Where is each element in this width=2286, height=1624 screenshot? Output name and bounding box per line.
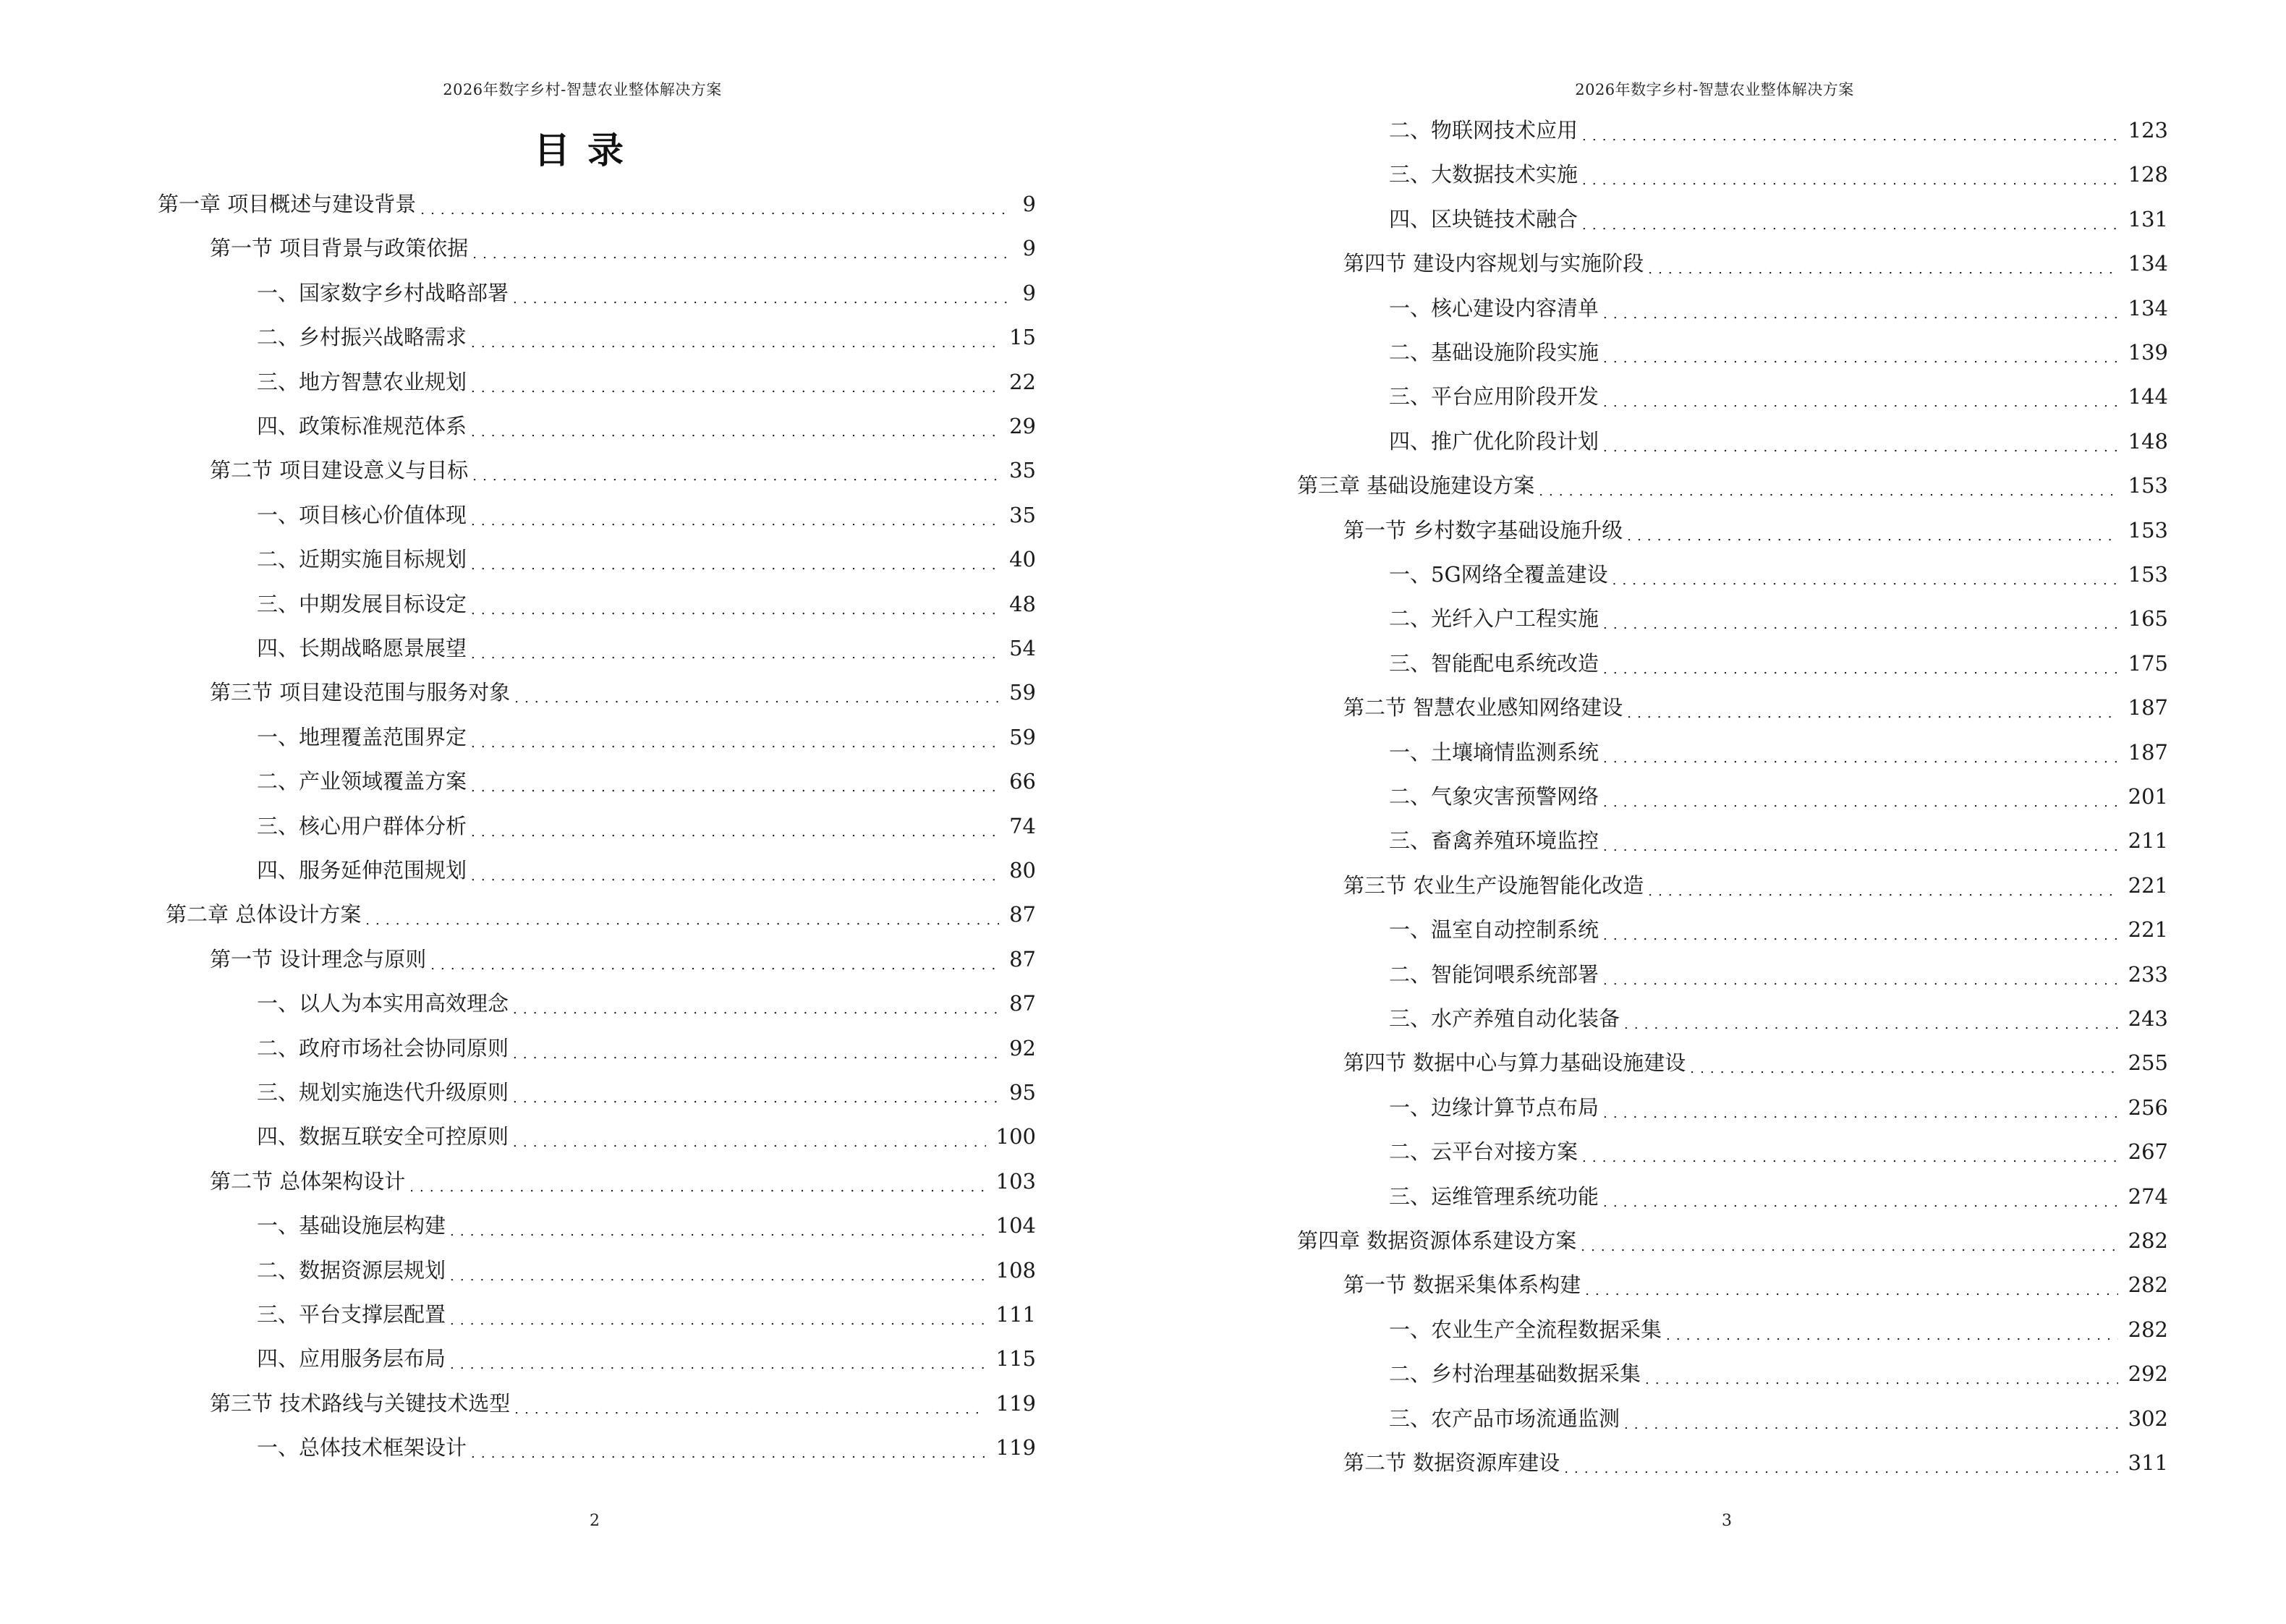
dot-leader bbox=[1603, 1182, 2118, 1211]
dot-leader bbox=[450, 1256, 986, 1285]
dot-leader bbox=[1627, 516, 2117, 545]
toc-entry-label: 四、服务延伸范围规划 bbox=[257, 858, 467, 883]
toc-entry-page: 22 bbox=[1009, 369, 1036, 394]
toc-entry-label: 四、推广优化阶段计划 bbox=[1389, 428, 1599, 454]
dot-leader bbox=[1627, 693, 2117, 722]
toc-entry-item[interactable] bbox=[257, 989, 1036, 1018]
toc-entry-chapter[interactable] bbox=[166, 900, 1036, 929]
dot-leader bbox=[450, 1211, 986, 1240]
toc-entry-section[interactable] bbox=[1343, 516, 2168, 545]
toc-entry-item[interactable] bbox=[1389, 826, 2168, 855]
toc-entry-page: 80 bbox=[1009, 858, 1036, 883]
toc-entry-label: 四、区块链技术融合 bbox=[1389, 206, 1578, 231]
toc-entry-chapter[interactable] bbox=[1297, 471, 2168, 500]
toc-entry-label: 一、以人为本实用高效理念 bbox=[257, 991, 509, 1016]
toc-entry-page: 267 bbox=[2128, 1139, 2168, 1165]
dot-leader bbox=[1690, 1048, 2117, 1077]
dot-leader bbox=[1624, 1404, 2118, 1433]
toc-entry-page: 111 bbox=[995, 1302, 1036, 1327]
toc-entry-label: 二、云平台对接方案 bbox=[1389, 1139, 1578, 1165]
dot-leader bbox=[513, 1034, 999, 1063]
toc-entry-item[interactable] bbox=[257, 1211, 1036, 1240]
toc-entry-item[interactable] bbox=[1389, 294, 2168, 323]
toc-entry-label: 四、长期战略愿景展望 bbox=[257, 636, 467, 660]
toc-entry-label: 二、乡村治理基础数据采集 bbox=[1389, 1361, 1641, 1387]
toc-entry-item[interactable] bbox=[1389, 649, 2168, 678]
toc-entry-page: 108 bbox=[995, 1257, 1036, 1283]
toc-entry-chapter[interactable] bbox=[158, 190, 1036, 218]
dot-leader bbox=[471, 812, 999, 841]
dot-leader bbox=[1539, 471, 2117, 500]
toc-entry-item[interactable] bbox=[1389, 782, 2168, 811]
dot-leader bbox=[1645, 1359, 2118, 1388]
toc-entry-item[interactable] bbox=[257, 590, 1036, 618]
toc-entry-page: 256 bbox=[2128, 1094, 2168, 1120]
toc-entry-label: 第四章 数据资源体系建设方案 bbox=[1297, 1228, 1577, 1253]
toc-entry-label: 第一节 数据采集体系构建 bbox=[1343, 1272, 1581, 1298]
toc-entry-label: 三、农产品市场流通监测 bbox=[1389, 1406, 1620, 1431]
toc-entry-page: 54 bbox=[1009, 636, 1036, 660]
dot-leader bbox=[1603, 427, 2118, 456]
toc-entry-label: 二、产业领域覆盖方案 bbox=[257, 769, 467, 794]
page-right bbox=[1143, 0, 2286, 1624]
toc-entry-section[interactable] bbox=[1343, 693, 2168, 722]
toc-entry-page: 35 bbox=[1009, 502, 1036, 527]
toc-entry-item[interactable] bbox=[1389, 1359, 2168, 1388]
toc-entry-item[interactable] bbox=[1389, 160, 2168, 189]
toc-entry-label: 第三节 农业生产设施智能化改造 bbox=[1343, 872, 1644, 898]
toc-entry-label: 三、核心用户群体分析 bbox=[257, 813, 467, 838]
toc-entry-chapter[interactable] bbox=[1297, 1226, 2168, 1255]
toc-entry-label: 第二节 总体架构设计 bbox=[210, 1168, 406, 1194]
toc-entry-page: 103 bbox=[995, 1168, 1036, 1194]
toc-entry-item[interactable] bbox=[257, 634, 1036, 663]
toc-entry-item[interactable] bbox=[257, 767, 1036, 796]
dot-leader bbox=[471, 767, 999, 796]
toc-entry-label: 四、政策标准规范体系 bbox=[257, 414, 467, 438]
toc-entry-section[interactable] bbox=[1343, 249, 2168, 278]
dot-leader bbox=[365, 900, 999, 929]
dot-leader bbox=[514, 1389, 985, 1418]
toc-entry-page: 282 bbox=[2128, 1272, 2168, 1298]
toc-entry-page: 274 bbox=[2128, 1183, 2168, 1209]
toc-entry-label: 一、农业生产全流程数据采集 bbox=[1389, 1317, 1662, 1342]
toc-entry-item[interactable] bbox=[257, 1344, 1036, 1373]
dot-leader bbox=[409, 1167, 985, 1196]
toc-entry-label: 一、边缘计算节点布局 bbox=[1389, 1094, 1599, 1120]
toc-entry-label: 二、近期实施目标规划 bbox=[257, 547, 467, 572]
toc-entry-label: 二、数据资源层规划 bbox=[257, 1257, 446, 1283]
running-header: 2026年数字乡村-智慧农业整体解决方案 bbox=[1575, 81, 1854, 98]
toc-entry-page: 40 bbox=[1009, 547, 1036, 572]
toc-entry-label: 三、大数据技术实施 bbox=[1389, 162, 1578, 187]
dot-leader bbox=[1582, 116, 2118, 145]
toc-entry-section[interactable] bbox=[1343, 871, 2168, 900]
dot-leader bbox=[471, 367, 999, 396]
dot-leader bbox=[1612, 560, 2118, 589]
toc-entry-label: 三、平台应用阶段开发 bbox=[1389, 384, 1599, 409]
dot-leader bbox=[1603, 960, 2118, 989]
toc-entry-section[interactable] bbox=[1343, 1048, 2168, 1077]
toc-entry-page: 292 bbox=[2128, 1361, 2168, 1387]
toc-entry-section[interactable] bbox=[210, 1389, 1036, 1418]
toc-entry-page: 187 bbox=[2128, 695, 2168, 720]
toc-entry-item[interactable] bbox=[1389, 1004, 2168, 1033]
toc-entry-page: 139 bbox=[2128, 340, 2168, 365]
toc-entry-item[interactable] bbox=[257, 1122, 1036, 1151]
dot-leader bbox=[430, 945, 999, 974]
toc-entry-section[interactable] bbox=[210, 456, 1036, 485]
toc-entry-label: 二、智能饲喂系统部署 bbox=[1389, 961, 1599, 987]
toc-entry-label: 二、光纤入户工程实施 bbox=[1389, 606, 1599, 632]
dot-leader bbox=[471, 412, 999, 441]
toc-entry-page: 175 bbox=[2128, 650, 2168, 676]
toc-entry-item[interactable] bbox=[1389, 116, 2168, 145]
toc-entry-page: 201 bbox=[2128, 784, 2168, 809]
toc-entry-item[interactable] bbox=[257, 1300, 1036, 1329]
toc-entry-page: 123 bbox=[2128, 118, 2168, 143]
dot-leader bbox=[471, 723, 999, 752]
toc-entry-item[interactable] bbox=[257, 1034, 1036, 1063]
toc-entry-item[interactable] bbox=[1389, 604, 2168, 633]
toc-entry-label: 一、核心建设内容清单 bbox=[1389, 295, 1599, 320]
toc-entry-page: 100 bbox=[995, 1124, 1036, 1149]
toc-entry-section[interactable] bbox=[1343, 1448, 2168, 1477]
toc-entry-page: 95 bbox=[1009, 1080, 1036, 1105]
dot-leader bbox=[1603, 1093, 2118, 1122]
toc-entry-label: 一、项目核心价值体现 bbox=[257, 502, 467, 527]
toc-title: 目录 bbox=[534, 129, 641, 171]
dot-leader bbox=[514, 678, 999, 707]
toc-entry-label: 第二章 总体设计方案 bbox=[166, 902, 362, 927]
dot-leader bbox=[450, 1300, 986, 1329]
toc-entry-item[interactable] bbox=[1389, 1093, 2168, 1122]
toc-entry-label: 一、土壤墒情监测系统 bbox=[1389, 739, 1599, 765]
toc-entry-label: 四、数据互联安全可控原则 bbox=[257, 1124, 509, 1149]
toc-entry-label: 三、中期发展目标设定 bbox=[257, 591, 467, 616]
toc-entry-page: 59 bbox=[1009, 680, 1036, 705]
dot-leader bbox=[1603, 338, 2118, 367]
toc-entry-label: 四、应用服务层布局 bbox=[257, 1346, 446, 1372]
toc-entry-page: 165 bbox=[2128, 606, 2168, 632]
toc-entry-label: 二、气象灾害预警网络 bbox=[1389, 784, 1599, 809]
toc-entry-label: 一、国家数字乡村战略部署 bbox=[257, 280, 509, 305]
dot-leader bbox=[471, 545, 999, 574]
toc-entry-page: 233 bbox=[2128, 961, 2168, 987]
toc-entry-label: 一、基础设施层构建 bbox=[257, 1213, 446, 1238]
dot-leader bbox=[1564, 1448, 2117, 1477]
toc-entry-label: 一、总体技术框架设计 bbox=[257, 1435, 467, 1461]
toc-entry-item[interactable] bbox=[257, 501, 1036, 530]
toc-entry-page: 9 bbox=[1022, 192, 1036, 216]
toc-entry-page: 87 bbox=[1009, 991, 1036, 1016]
dot-leader bbox=[1582, 205, 2118, 234]
toc-entry-item[interactable] bbox=[1389, 382, 2168, 411]
dot-leader bbox=[450, 1344, 986, 1373]
dot-leader bbox=[1603, 382, 2118, 411]
dot-leader bbox=[1603, 915, 2118, 944]
dot-leader bbox=[513, 989, 999, 1018]
toc-entry-page: 153 bbox=[2128, 517, 2168, 543]
toc-entry-page: 59 bbox=[1009, 724, 1036, 749]
toc-entry-label: 三、畜禽养殖环境监控 bbox=[1389, 828, 1599, 854]
toc-entry-page: 9 bbox=[1022, 236, 1036, 261]
toc-entry-page: 15 bbox=[1009, 325, 1036, 350]
toc-entry-item[interactable] bbox=[1389, 738, 2168, 767]
toc-entry-page: 221 bbox=[2128, 872, 2168, 898]
toc-entry-label: 第四节 建设内容规划与实施阶段 bbox=[1343, 251, 1644, 276]
toc-entry-label: 一、地理覆盖范围界定 bbox=[257, 724, 467, 749]
dot-leader bbox=[1624, 1004, 2118, 1033]
toc-entry-label: 第一章 项目概述与建设背景 bbox=[158, 192, 417, 216]
dot-leader bbox=[471, 856, 999, 885]
toc-entry-page: 134 bbox=[2128, 295, 2168, 320]
toc-entry-page: 282 bbox=[2128, 1228, 2168, 1253]
toc-entry-item[interactable] bbox=[257, 1433, 1036, 1462]
toc-entry-label: 第一节 设计理念与原则 bbox=[210, 946, 427, 972]
dot-leader bbox=[1603, 738, 2118, 767]
toc-entry-page: 134 bbox=[2128, 251, 2168, 276]
dot-leader bbox=[471, 590, 999, 618]
toc-entry-page: 255 bbox=[2128, 1050, 2168, 1076]
running-header: 2026年数字乡村-智慧农业整体解决方案 bbox=[443, 81, 722, 98]
dot-leader bbox=[1648, 249, 2117, 278]
toc-entry-page: 148 bbox=[2128, 428, 2168, 454]
dot-leader bbox=[1603, 294, 2118, 323]
dot-leader bbox=[472, 234, 1011, 263]
page-number: 3 bbox=[1722, 1512, 1732, 1530]
toc-entry-page: 92 bbox=[1009, 1035, 1036, 1060]
toc-entry-page: 29 bbox=[1009, 414, 1036, 438]
toc-entry-item[interactable] bbox=[257, 812, 1036, 841]
toc-entry-label: 二、政府市场社会协同原则 bbox=[257, 1035, 509, 1060]
dot-leader bbox=[1603, 604, 2118, 633]
dot-leader bbox=[471, 501, 999, 530]
toc-entry-label: 一、5G网络全覆盖建设 bbox=[1389, 562, 1608, 587]
toc-entry-item[interactable] bbox=[1389, 1315, 2168, 1344]
toc-entry-section[interactable] bbox=[210, 678, 1036, 707]
toc-entry-section[interactable] bbox=[210, 1167, 1036, 1196]
toc-entry-page: 9 bbox=[1022, 280, 1036, 305]
toc-entry-label: 第三章 基础设施建设方案 bbox=[1297, 473, 1535, 498]
dot-leader bbox=[1666, 1315, 2118, 1344]
toc-entry-item[interactable] bbox=[257, 1078, 1036, 1107]
toc-entry-page: 243 bbox=[2128, 1006, 2168, 1031]
toc-entry-item[interactable] bbox=[257, 323, 1036, 352]
toc-entry-page: 187 bbox=[2128, 739, 2168, 765]
toc-entry-item[interactable] bbox=[1389, 205, 2168, 234]
toc-entry-item[interactable] bbox=[1389, 960, 2168, 989]
toc-entry-item[interactable] bbox=[1389, 560, 2168, 589]
dot-leader bbox=[1582, 1137, 2118, 1166]
toc-entry-item[interactable] bbox=[1389, 338, 2168, 367]
toc-entry-item[interactable] bbox=[257, 279, 1036, 307]
toc-entry-item[interactable] bbox=[257, 1256, 1036, 1285]
dot-leader bbox=[471, 323, 999, 352]
dot-leader bbox=[1603, 826, 2118, 855]
toc-entry-item[interactable] bbox=[1389, 1182, 2168, 1211]
toc-entry-item[interactable] bbox=[257, 545, 1036, 574]
toc-entry-item[interactable] bbox=[1389, 915, 2168, 944]
toc-entry-page: 66 bbox=[1009, 769, 1036, 794]
toc-entry-item[interactable] bbox=[257, 856, 1036, 885]
toc-entry-item[interactable] bbox=[1389, 427, 2168, 456]
toc-entry-label: 第二节 智慧农业感知网络建设 bbox=[1343, 695, 1623, 720]
dot-leader bbox=[471, 1433, 986, 1462]
toc-entry-label: 三、智能配电系统改造 bbox=[1389, 650, 1599, 676]
dot-leader bbox=[471, 634, 999, 663]
dot-leader bbox=[1603, 649, 2118, 678]
dot-leader bbox=[513, 279, 1011, 307]
toc-entry-page: 221 bbox=[2128, 917, 2168, 943]
dot-leader bbox=[472, 456, 999, 485]
toc-entry-label: 三、水产养殖自动化装备 bbox=[1389, 1006, 1620, 1031]
toc-entry-label: 二、基础设施阶段实施 bbox=[1389, 340, 1599, 365]
toc-entry-page: 128 bbox=[2128, 162, 2168, 187]
toc-entry-page: 144 bbox=[2128, 384, 2168, 409]
toc-entry-item[interactable] bbox=[1389, 1137, 2168, 1166]
dot-leader bbox=[1585, 1270, 2117, 1299]
toc-entry-label: 一、温室自动控制系统 bbox=[1389, 917, 1599, 943]
toc-entry-page: 35 bbox=[1009, 458, 1036, 483]
toc-entry-label: 第一节 项目背景与政策依据 bbox=[210, 236, 469, 261]
dot-leader bbox=[1582, 160, 2118, 189]
dot-leader bbox=[1581, 1226, 2117, 1255]
toc-entry-item[interactable] bbox=[1389, 1404, 2168, 1433]
toc-entry-label: 第三节 技术路线与关键技术选型 bbox=[210, 1390, 511, 1416]
toc-entry-label: 三、地方智慧农业规划 bbox=[257, 369, 467, 394]
toc-entry-section[interactable] bbox=[210, 945, 1036, 974]
toc-entry-label: 二、物联网技术应用 bbox=[1389, 118, 1578, 143]
toc-entry-page: 153 bbox=[2128, 562, 2168, 587]
toc-entry-page: 115 bbox=[995, 1346, 1036, 1372]
toc-entry-page: 119 bbox=[995, 1435, 1036, 1461]
toc-entry-page: 104 bbox=[995, 1213, 1036, 1238]
toc-entry-label: 二、乡村振兴战略需求 bbox=[257, 325, 467, 350]
dot-leader bbox=[513, 1078, 999, 1107]
toc-entry-page: 282 bbox=[2128, 1317, 2168, 1342]
toc-entry-label: 第二节 数据资源库建设 bbox=[1343, 1450, 1560, 1475]
toc-entry-label: 第一节 乡村数字基础设施升级 bbox=[1343, 517, 1623, 543]
toc-entry-page: 211 bbox=[2128, 828, 2168, 854]
toc-entry-label: 第三节 项目建设范围与服务对象 bbox=[210, 680, 511, 705]
dot-leader bbox=[1603, 782, 2118, 811]
toc-entry-item[interactable] bbox=[257, 367, 1036, 396]
toc-entry-label: 三、运维管理系统功能 bbox=[1389, 1183, 1599, 1209]
dot-leader bbox=[420, 190, 1011, 218]
toc-entry-section[interactable] bbox=[1343, 1270, 2168, 1299]
toc-entry-item[interactable] bbox=[257, 723, 1036, 752]
toc-entry-page: 302 bbox=[2128, 1406, 2168, 1431]
page-number: 2 bbox=[590, 1512, 600, 1530]
toc-entry-page: 48 bbox=[1009, 591, 1036, 616]
dot-leader bbox=[1648, 871, 2117, 900]
toc-entry-label: 第二节 项目建设意义与目标 bbox=[210, 458, 469, 483]
toc-entry-page: 153 bbox=[2128, 473, 2168, 498]
toc-entry-section[interactable] bbox=[210, 234, 1036, 263]
toc-entry-label: 三、规划实施迭代升级原则 bbox=[257, 1080, 509, 1105]
toc-entry-page: 87 bbox=[1009, 946, 1036, 972]
dot-leader bbox=[513, 1122, 986, 1151]
toc-entry-page: 87 bbox=[1009, 902, 1036, 927]
toc-entry-label: 第四节 数据中心与算力基础设施建设 bbox=[1343, 1050, 1686, 1076]
toc-entry-page: 311 bbox=[2128, 1450, 2168, 1475]
toc-entry-item[interactable] bbox=[257, 412, 1036, 441]
toc-entry-page: 119 bbox=[995, 1390, 1036, 1416]
toc-entry-page: 131 bbox=[2128, 206, 2168, 231]
toc-entry-label: 三、平台支撑层配置 bbox=[257, 1302, 446, 1327]
toc-entry-page: 74 bbox=[1009, 813, 1036, 838]
